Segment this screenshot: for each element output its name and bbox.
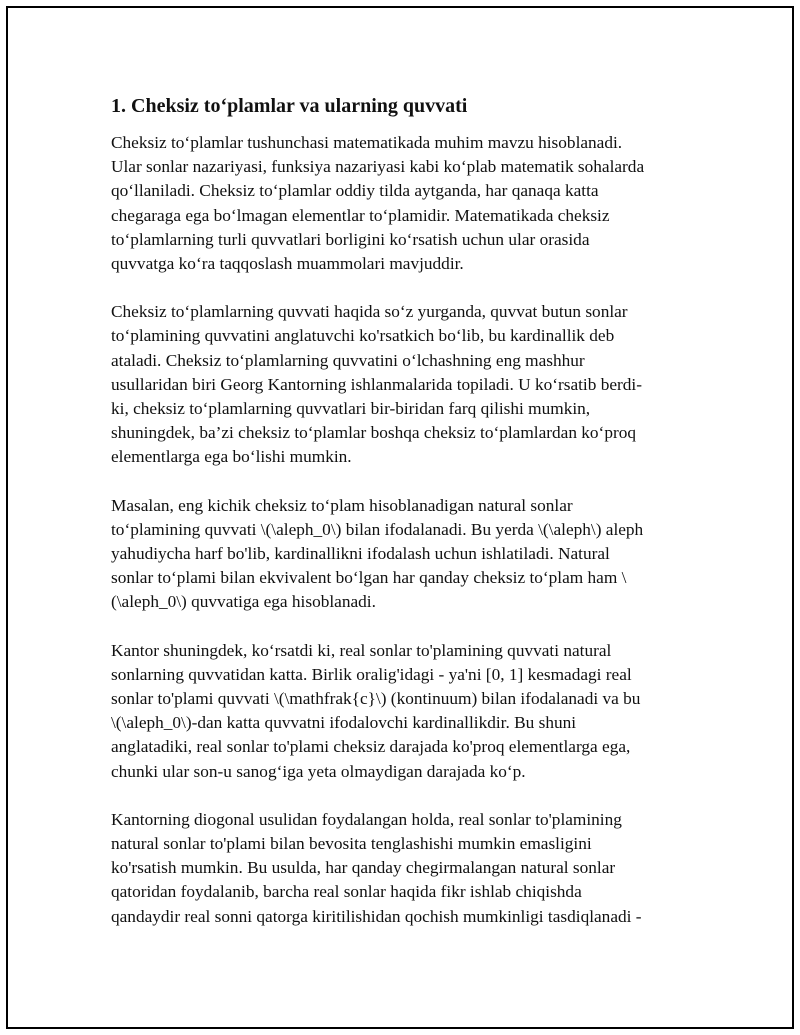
text-line: sonlar to‘plami bilan ekvivalent bo‘lgan har qanday cheksiz to‘plam ham \ xyxy=(111,568,627,588)
text-line: ataladi. Cheksiz to‘plamlarning quvvatini o‘lchashning eng mashhur xyxy=(111,350,585,370)
text-line: chegaraga ega bo‘lmagan elementlar to‘plamidir. Matematikada cheksiz xyxy=(111,205,610,225)
text-line: Kantor shuningdek, ko‘rsatdi ki, real sonlar to'plamining quvvati natural xyxy=(111,640,612,660)
text-line: Kantorning diogonal usulidan foydalangan holda, real sonlar to'plamining xyxy=(111,809,622,829)
text-line: Cheksiz to‘plamlarning quvvati haqida so‘z yurganda, quvvat butun sonlar xyxy=(111,302,628,322)
paragraph-1 xyxy=(111,131,701,276)
document-body xyxy=(111,92,701,953)
text-line: to‘plamining quvvati \(\aleph_0\) bilan ifodalanadi. Bu yerda \(\aleph\) aleph xyxy=(111,519,644,539)
text-line: qatoridan foydalanib, barcha real sonlar haqida fikr ishlab chiqishda xyxy=(111,882,582,902)
text-line: quvvatga ko‘ra taqqoslash muammolari mavjuddir. xyxy=(111,254,464,274)
section-heading: 1. Cheksiz to‘plamlar va ularning quvvati xyxy=(111,95,468,117)
text-line: qandaydir real sonni qatorga kiritilishidan qochish mumkinligi tasdiqlanadi - xyxy=(111,906,642,926)
text-line: Cheksiz to‘plamlar tushunchasi matematikada muhim mavzu hisoblanadi. xyxy=(111,133,623,152)
text-line: elementlarga ega bo‘lishi mumkin. xyxy=(111,447,352,467)
text-line: anglatadiki, real sonlar to'plami cheksiz darajada ko'proq elementlarga ega, xyxy=(111,737,631,757)
paragraph-3 xyxy=(111,494,701,615)
text-line: sonlar to'plami quvvati \(\mathfrak{c}\) (kontinuum) bilan ifodalanadi va bu xyxy=(111,689,641,709)
text-line: (\aleph_0\) quvvatiga ega hisoblanadi. xyxy=(111,592,376,612)
text-line: natural sonlar to'plami bilan bevosita tenglashishi mumkin emasligini xyxy=(111,834,592,854)
text-line: \(\aleph_0\)-dan katta quvvatni ifodalovchi kardinallikdir. Bu shuni xyxy=(111,713,577,733)
text-line: chunki ular son-u sanog‘iga yeta olmaydigan darajada ko‘p. xyxy=(111,761,526,781)
paragraph-2 xyxy=(111,300,701,469)
paragraph-4 xyxy=(111,639,701,784)
paragraph-5 xyxy=(111,808,701,929)
text-line: yahudiycha harf bo'lib, kardinallikni ifodalash uchun ishlatiladi. Natural xyxy=(111,544,610,564)
text-line: ko'rsatish mumkin. Bu usulda, har qanday chegirmalangan natural sonlar xyxy=(111,858,616,878)
text-line: to‘plamlarning turli quvvatlari borligini ko‘rsatish uchun ular orasida xyxy=(111,229,590,249)
text-line: Ular sonlar nazariyasi, funksiya nazariyasi kabi ko‘plab matematik sohalarda xyxy=(111,157,645,177)
text-line: qo‘llaniladi. Cheksiz to‘plamlar oddiy tilda aytganda, har qanaqa katta xyxy=(111,181,599,201)
text-line: ki, cheksiz to‘plamlarning quvvatlari bir-biridan farq qilishi mumkin, xyxy=(111,399,591,419)
text-line: usullaridan biri Georg Kantorning ishlanmalarida topiladi. U ko‘rsatib berdi- xyxy=(111,374,642,394)
text-line: sonlarning quvvatidan katta. Birlik oralig'idagi - ya'ni [0, 1] kesmadagi real xyxy=(111,664,632,684)
text-line: to‘plamining quvvatini anglatuvchi ko'rsatkich bo‘lib, bu kardinallik deb xyxy=(111,326,615,346)
text-line: Masalan, eng kichik cheksiz to‘plam hisoblanadigan natural sonlar xyxy=(111,495,573,515)
text-line: shuningdek, ba’zi cheksiz to‘plamlar boshqa cheksiz to‘plamlardan ko‘proq xyxy=(111,423,636,443)
